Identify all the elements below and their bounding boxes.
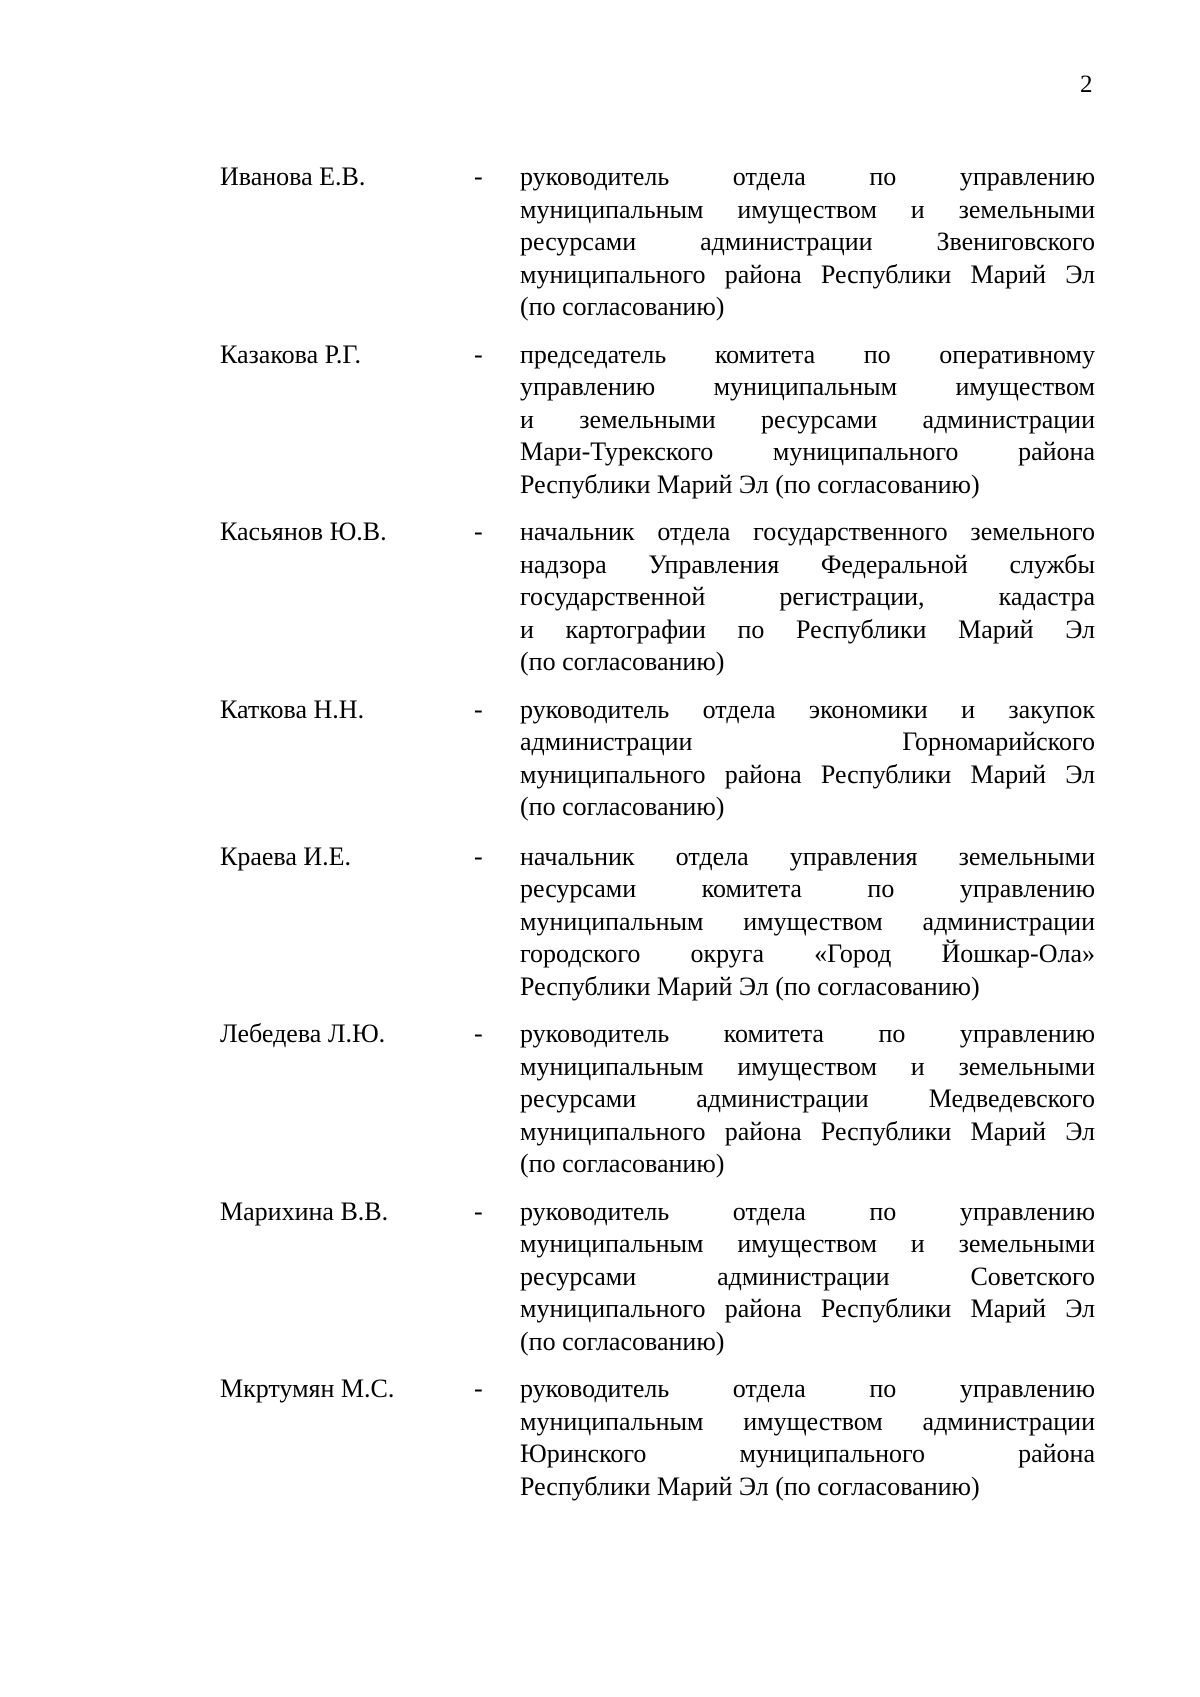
member-name: Казакова Р.Г. bbox=[220, 339, 361, 369]
member-description bbox=[520, 1018, 1095, 1181]
member-entry bbox=[0, 161, 1200, 324]
member-entry bbox=[0, 1196, 1200, 1359]
description-line: администрации Горномарийского bbox=[520, 727, 1095, 756]
description-line: муниципального района Республики Марий Эл bbox=[520, 259, 1095, 289]
description-line: начальник отдела управления земельными bbox=[520, 841, 1095, 871]
description-line: (по согласованию) bbox=[520, 792, 725, 821]
description-line: начальник отдела государственного земельного bbox=[520, 517, 1095, 546]
member-name: Лебедева Л.Ю. bbox=[220, 1019, 386, 1048]
member-name: Мкртумян М.С. bbox=[220, 1374, 395, 1403]
member-description bbox=[520, 161, 1095, 324]
member-description bbox=[520, 1373, 1095, 1503]
member-dash: - bbox=[474, 517, 483, 546]
member-entry bbox=[0, 841, 1200, 1004]
member-dash: - bbox=[474, 841, 483, 871]
description-line: ресурсами администрации Медведевского bbox=[520, 1084, 1095, 1113]
description-line: руководитель отдела экономики и закупок bbox=[520, 694, 1095, 724]
description-line: председатель комитета по оперативному bbox=[520, 339, 1095, 369]
description-line: (по согласованию) bbox=[520, 647, 725, 676]
member-description bbox=[520, 694, 1095, 824]
member-name: Краева И.Е. bbox=[220, 841, 352, 871]
members-list bbox=[0, 161, 1200, 1520]
member-description bbox=[520, 516, 1095, 679]
member-dash: - bbox=[474, 1374, 483, 1403]
description-line: руководитель комитета по управлению bbox=[520, 1019, 1095, 1048]
description-line: надзора Управления Федеральной службы bbox=[520, 549, 1095, 579]
description-line: ресурсами администрации Советского bbox=[520, 1261, 1095, 1291]
description-line: Республики Марий Эл (по согласованию) bbox=[520, 469, 980, 499]
member-name: Марихина В.В. bbox=[220, 1196, 389, 1226]
member-description bbox=[520, 1196, 1095, 1359]
description-line: руководитель отдела по управлению bbox=[520, 162, 1095, 191]
member-entry bbox=[0, 1018, 1200, 1181]
description-line: Юринского муниципального района bbox=[520, 1439, 1095, 1468]
description-line: муниципальным имуществом администрации bbox=[520, 1406, 1095, 1436]
description-line: муниципального района Республики Марий Эл bbox=[520, 1294, 1095, 1323]
description-line: муниципального района Республики Марий Эл bbox=[520, 1116, 1095, 1146]
member-entry bbox=[0, 339, 1200, 502]
member-dash: - bbox=[474, 1196, 483, 1226]
member-dash: - bbox=[474, 694, 483, 724]
member-description bbox=[520, 841, 1095, 1004]
description-line: муниципальным имуществом администрации bbox=[520, 906, 1095, 936]
member-dash: - bbox=[474, 162, 483, 191]
member-entry bbox=[0, 1373, 1200, 1505]
description-line: муниципальным имуществом и земельными bbox=[520, 1051, 1095, 1081]
description-line: Мари-Турекского муниципального района bbox=[520, 437, 1095, 466]
member-entry bbox=[0, 516, 1200, 679]
member-dash: - bbox=[474, 339, 483, 369]
description-line: (по согласованию) bbox=[520, 292, 725, 321]
description-line: муниципальным имуществом и земельными bbox=[520, 1229, 1095, 1258]
member-entry bbox=[0, 694, 1200, 826]
description-line: управлению муниципальным имуществом bbox=[520, 372, 1095, 401]
description-line: государственной регистрации, кадастра bbox=[520, 582, 1095, 611]
member-name: Касьянов Ю.В. bbox=[220, 517, 387, 546]
description-line: руководитель отдела по управлению bbox=[520, 1196, 1095, 1226]
description-line: и картографии по Республики Марий Эл bbox=[520, 614, 1095, 644]
description-line: и земельными ресурсами администрации bbox=[520, 404, 1095, 434]
description-line: муниципальным имуществом и земельными bbox=[520, 194, 1095, 224]
description-line: Республики Марий Эл (по согласованию) bbox=[520, 971, 980, 1001]
member-name: Каткова Н.Н. bbox=[220, 694, 365, 724]
description-line: городского округа «Город Йошкар-Ола» bbox=[520, 939, 1095, 968]
description-line: руководитель отдела по управлению bbox=[520, 1374, 1095, 1403]
description-line: муниципального района Республики Марий Эл bbox=[520, 759, 1095, 789]
member-description bbox=[520, 339, 1095, 502]
description-line: (по согласованию) bbox=[520, 1326, 725, 1356]
member-dash: - bbox=[474, 1019, 483, 1048]
description-line: ресурсами комитета по управлению bbox=[520, 874, 1095, 903]
description-line: (по согласованию) bbox=[520, 1149, 725, 1178]
description-line: Республики Марий Эл (по согласованию) bbox=[520, 1471, 980, 1501]
member-name: Иванова Е.В. bbox=[220, 162, 366, 191]
description-line: ресурсами администрации Звениговского bbox=[520, 227, 1095, 256]
page-number: 2 bbox=[1080, 71, 1093, 98]
